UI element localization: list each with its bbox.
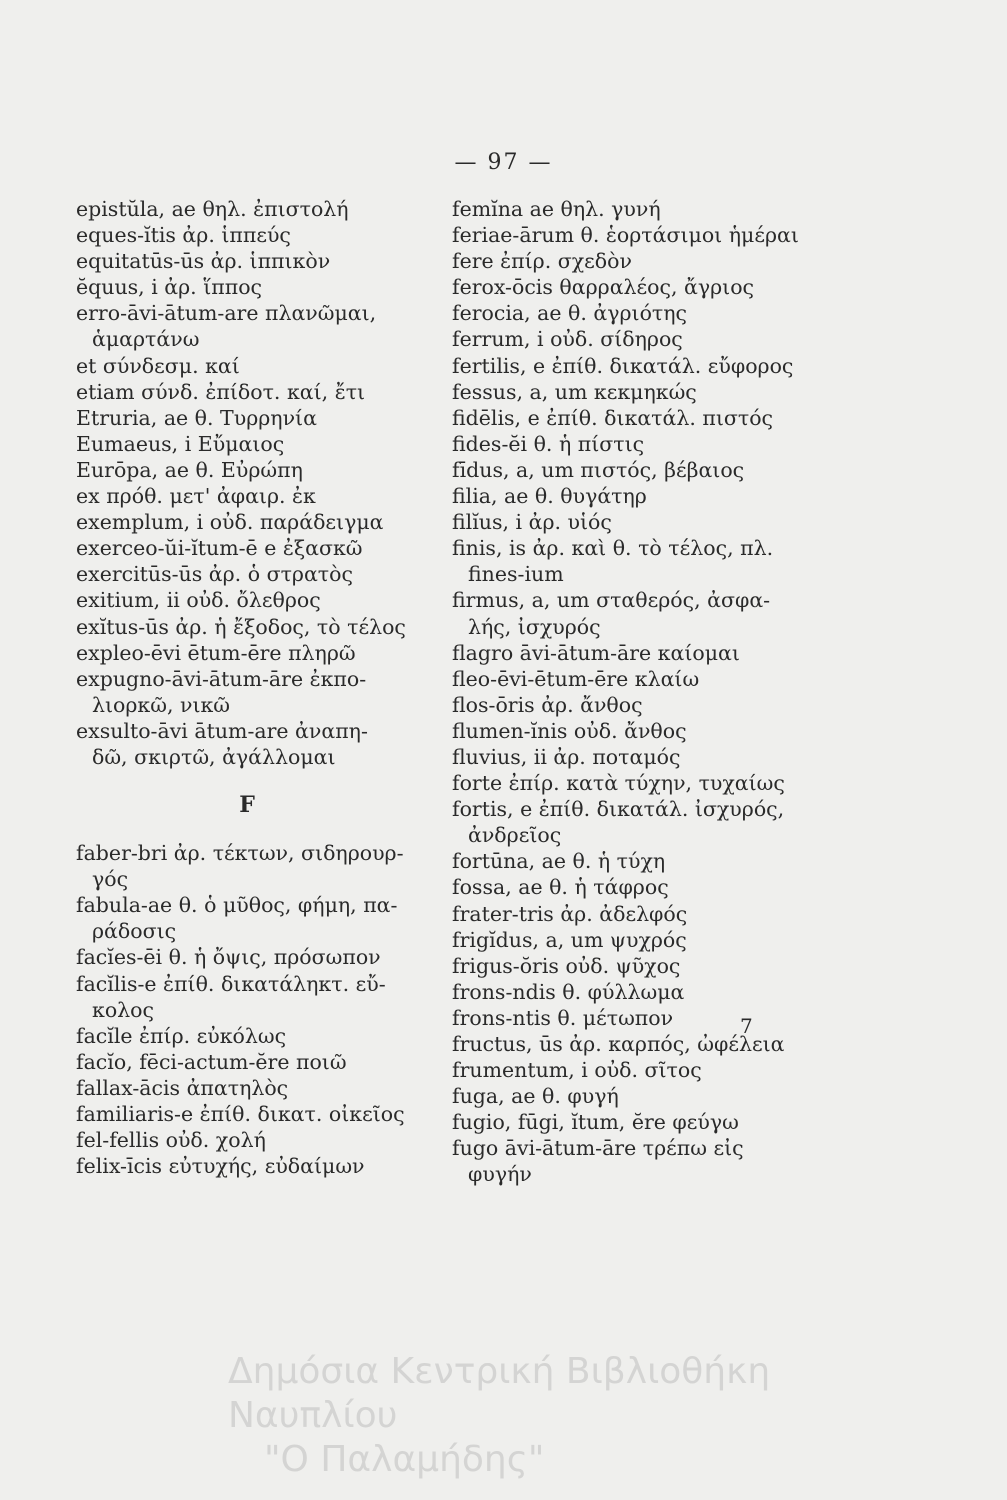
entry-line: filĭus, i ἀρ. υἱός: [452, 510, 612, 535]
entry-line: fides-ĕi θ. ἡ πίστις: [452, 431, 645, 456]
entry-line: facĭle ἐπίρ. εὐκόλως: [76, 1023, 287, 1048]
entry-line: fertilis, e ἐπίθ. δικατάλ. εὔφορος: [452, 353, 794, 378]
entry-line: fugio, fūgi, ĭtum, ĕre φεύγω: [452, 1110, 739, 1135]
right-column: [452, 196, 832, 1188]
entry-line: fugo āvi-ātum-āre τρέπω εἰς: [452, 1136, 744, 1161]
entry-line: femĭna ae θηλ. γυνή: [452, 197, 661, 221]
signature-mark: 7: [740, 1014, 753, 1038]
entry-line: ferox-ōcis θαρραλέος, ἄγριος: [452, 275, 755, 300]
entry-line: fessus, a, um κεκμηκώς: [452, 379, 697, 404]
entry-continuation: fines-ium: [468, 562, 564, 587]
entry-line: firmus, a, um σταθερός, ἀσφα-: [452, 588, 771, 613]
entry-line: fabula-ae θ. ὁ μῦθος, φήμη, πα-: [76, 893, 398, 918]
entry-line: et σύνδεσμ. καί: [76, 353, 240, 378]
entry-line: frons-ndis θ. φύλλωμα: [452, 979, 685, 1004]
entry-line: facĭes-ēi θ. ἡ ὄψις, πρόσωπον: [76, 945, 381, 970]
entry-line: forte ἐπίρ. κατὰ τύχην, τυχαίως: [452, 771, 785, 796]
entry-line: exemplum, i οὐδ. παράδειγμα: [76, 510, 384, 535]
entry-line: fructus, ūs ἀρ. καρπός, ὠφέλεια: [452, 1032, 785, 1056]
entry-line: ĕquus, i ἀρ. ἵππος: [76, 275, 263, 300]
entry-continuation: δῶ, σκιρτῶ, ἀγάλλομαι: [92, 744, 336, 769]
entry-line: epistŭla, ae θηλ. ἐπιστολή: [76, 197, 349, 221]
entry-line: flos-ōris ἀρ. ἄνθος: [452, 692, 643, 717]
entry-line: exsulto-āvi ātum-are ἀναπη-: [76, 718, 368, 743]
entry-line: fuga, ae θ. φυγή: [452, 1084, 619, 1109]
entry-line: ferocia, ae θ. ἀγριότης: [452, 301, 688, 326]
entry-continuation: λιορκῶ, νικῶ: [92, 692, 231, 717]
entry-line: felix-īcis εὐτυχής, εὐδαίμων: [76, 1154, 365, 1179]
entry-line: filia, ae θ. θυγάτηρ: [452, 484, 647, 509]
entry-line: familiaris-e ἐπίθ. δικατ. οἰκεῖος: [76, 1102, 405, 1126]
entry-line: frumentum, i οὐδ. σῖτος: [452, 1058, 702, 1083]
entry-line: expugno-āvi-ātum-āre ἐκπο-: [76, 666, 367, 691]
entry-continuation: λής, ἰσχυρός: [468, 614, 601, 639]
entry-line: fortis, e ἐπίθ. δικατάλ. ἰσχυρός,: [452, 797, 785, 822]
entry-line: flagro āvi-ātum-āre καίομαι: [452, 640, 740, 665]
entry-line: erro-āvi-ātum-are πλανῶμαι,: [76, 301, 377, 326]
entry-line: expleo-ēvi ētum-ēre πληρῶ: [76, 640, 356, 665]
entry-continuation: ράδοσις: [92, 919, 177, 944]
entry-continuation: γός: [92, 867, 129, 892]
entry-line: fel-fellis οὐδ. χολή: [76, 1128, 266, 1153]
entry-line: fluvius, ii ἀρ. ποταμός: [452, 744, 681, 769]
watermark-line: Δημόσια Κεντρική Βιβλιοθήκη Ναυπλίου: [228, 1351, 771, 1436]
entry-line: Eumaeus, i Εὔμαιος: [76, 431, 285, 456]
entry-continuation: ἁμαρτάνω: [92, 327, 200, 352]
entry-line: exĭtus-ūs ἀρ. ἡ ἔξοδος, τὸ τέλος: [76, 614, 406, 639]
entry-continuation: κολος: [92, 997, 154, 1022]
entry-line: fīdus, a, um πιστός, βέβαιος: [452, 457, 745, 482]
entry-line: fallax-ācis ἀπατηλὸς: [76, 1075, 289, 1100]
entry-line: fossa, ae θ. ἡ τάφρος: [452, 875, 669, 900]
entry-line: fere ἐπίρ. σχεδὸν: [452, 249, 632, 274]
entry-line: frater-tris ἀρ. ἀδελφός: [452, 901, 688, 926]
entry-line: eques-ĭtis ἀρ. ἱππεύς: [76, 223, 291, 248]
page-number: — 97 —: [454, 150, 553, 175]
entry-line: faber-bri ἀρ. τέκτων, σιδηρουρ-: [76, 841, 404, 866]
entry-continuation: ἀνδρεῖος: [468, 823, 562, 848]
entry-line: ex πρόθ. μετ' ἀφαιρ. ἐκ: [76, 484, 316, 509]
watermark-line: "Ο Παλαμήδης": [264, 1439, 545, 1480]
entry-line: flumen-ĭnis οὐδ. ἄνθος: [452, 718, 687, 743]
entry-continuation: φυγήν: [468, 1162, 532, 1187]
entry-line: frigĭdus, a, um ψυχρός: [452, 927, 687, 952]
entry-line: exerceo-ŭi-ĭtum-ē e ἐξασκῶ: [76, 536, 363, 561]
entry-line: facĭlis-e ἐπίθ. δικατάληκτ. εὔ-: [76, 971, 386, 996]
entry-line: etiam σύνδ. ἐπίδοτ. καί, ἔτι: [76, 379, 366, 404]
left-column: [76, 196, 438, 1179]
entry-line: exitium, ii οὐδ. ὄλεθρος: [76, 588, 321, 613]
library-watermark: [228, 1350, 928, 1482]
entry-line: exercitūs-ūs ἀρ. ὁ στρατὸς: [76, 562, 353, 587]
entry-line: ferrum, i οὐδ. σίδηρος: [452, 327, 683, 352]
section-letter-heading: F: [239, 792, 255, 819]
entry-line: frons-ntis θ. μέτωπον: [452, 1005, 674, 1030]
entry-line: facĭo, fēci-actum-ĕre ποιῶ: [76, 1049, 347, 1074]
entry-line: equitatūs-ūs ἀρ. ἱππικὸν: [76, 249, 331, 274]
entry-line: fortūna, ae θ. ἡ τύχη: [452, 849, 666, 874]
entry-line: feriae-ārum θ. ἑορτάσιμοι ἡμέραι: [452, 223, 799, 248]
entry-line: frigus-ŏris οὐδ. ψῦχος: [452, 953, 681, 978]
entry-line: Eurōpa, ae θ. Εὐρώπη: [76, 457, 303, 482]
entry-line: Etruria, ae θ. Τυρρηνία: [76, 405, 317, 430]
entry-line: fleo-ēvi-ētum-ēre κλαίω: [452, 666, 700, 691]
entry-line: fidēlis, e ἐπίθ. δικατάλ. πιστός: [452, 405, 774, 430]
entry-line: finis, is ἀρ. καὶ θ. τὸ τέλος, πλ.: [452, 536, 774, 561]
